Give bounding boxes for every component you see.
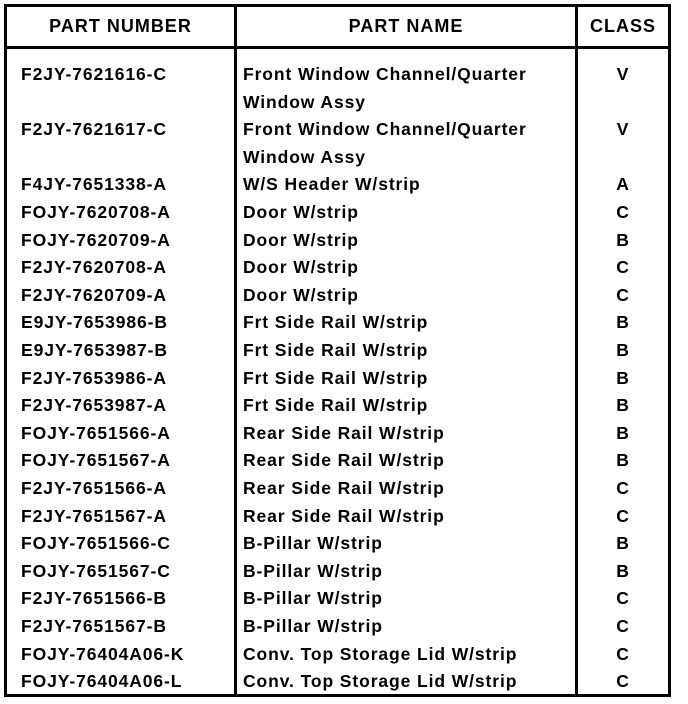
table-row: [7, 227, 668, 255]
table-row: [7, 392, 668, 420]
part-number-cell: E9JY-7653987-B: [21, 340, 168, 360]
class-cell: C: [616, 257, 630, 278]
part-number-cell: E9JY-7653986-B: [21, 312, 168, 333]
class-cell: B: [616, 340, 630, 360]
header-part-name: PART NAME: [348, 16, 464, 36]
table-row: [7, 641, 668, 669]
class-cell: B: [616, 312, 630, 333]
class-cell: B: [616, 422, 630, 443]
part-name-cell: Frt Side Rail W/strip: [243, 312, 429, 333]
part-number-cell: F2JY-7620709-A: [21, 284, 167, 305]
part-name-cell: Door W/strip: [243, 284, 359, 305]
part-number-cell: F2JY-7621617-C: [21, 119, 167, 140]
table-row: [7, 309, 668, 337]
class-cell: C: [616, 616, 630, 636]
table-row: [7, 254, 668, 282]
class-cell: C: [616, 588, 630, 609]
part-number-cell: FOJY-76404A06-K: [21, 643, 185, 664]
part-number-cell: FOJY-76404A06-L: [21, 671, 183, 692]
part-name-cell: Front Window Channel/Quarter Window Assy: [243, 64, 527, 112]
class-cell: C: [616, 202, 630, 222]
part-name-cell: B-Pillar W/strip: [243, 533, 383, 554]
part-name-cell: Rear Side Rail W/strip: [243, 505, 445, 526]
part-name-cell: Frt Side Rail W/strip: [243, 340, 429, 360]
class-cell: V: [616, 119, 630, 140]
part-name-cell: Frt Side Rail W/strip: [243, 395, 429, 416]
part-name-cell: Rear Side Rail W/strip: [243, 422, 445, 443]
part-number-cell: FOJY-7651567-C: [21, 560, 171, 581]
class-cell: V: [616, 64, 630, 84]
table-row: [7, 503, 668, 531]
class-cell: B: [616, 229, 630, 250]
table-row: [7, 585, 668, 613]
part-name-cell: B-Pillar W/strip: [243, 588, 383, 609]
class-cell: C: [616, 643, 630, 664]
class-cell: C: [616, 284, 630, 305]
part-name-cell: Door W/strip: [243, 202, 359, 222]
table-row: [7, 420, 668, 448]
part-number-cell: FOJY-7651566-C: [21, 533, 171, 554]
class-cell: B: [616, 367, 630, 388]
part-name-cell: W/S Header W/strip: [243, 174, 421, 195]
part-name-cell: B-Pillar W/strip: [243, 616, 383, 636]
header-class: CLASS: [589, 16, 656, 36]
class-cell: B: [616, 533, 630, 554]
part-name-cell: Door W/strip: [243, 257, 359, 278]
class-cell: C: [616, 505, 630, 526]
part-name-cell: Conv. Top Storage Lid W/strip: [243, 643, 518, 664]
class-cell: C: [616, 478, 630, 498]
part-number-cell: F2JY-7651566-A: [21, 478, 167, 498]
part-name-cell: B-Pillar W/strip: [243, 560, 383, 581]
class-cell: B: [616, 395, 630, 416]
parts-table: [4, 4, 671, 697]
table-row: [7, 199, 668, 227]
table-row: [7, 365, 668, 393]
class-cell: B: [616, 560, 630, 581]
table-row: [7, 668, 668, 696]
class-cell: B: [616, 450, 630, 471]
class-cell: C: [616, 671, 630, 692]
part-name-cell: Rear Side Rail W/strip: [243, 450, 445, 471]
part-number-cell: F2JY-7651567-A: [21, 505, 167, 526]
table-row: [7, 613, 668, 641]
table-row: [7, 337, 668, 365]
table-row: [7, 171, 668, 199]
part-number-cell: FOJY-7651567-A: [21, 450, 171, 471]
class-cell: A: [616, 174, 630, 195]
part-number-cell: F2JY-7651567-B: [21, 616, 167, 636]
part-number-cell: F2JY-7653987-A: [21, 395, 167, 416]
table-row: [7, 116, 668, 171]
table-row: [7, 475, 668, 503]
table-row: [7, 447, 668, 475]
header-divider: [7, 46, 668, 49]
table-row: [7, 558, 668, 586]
part-number-cell: FOJY-7620709-A: [21, 229, 171, 250]
part-number-cell: F2JY-7653986-A: [21, 367, 167, 388]
part-name-cell: Rear Side Rail W/strip: [243, 478, 445, 498]
part-name-cell: Door W/strip: [243, 229, 359, 250]
table-row: [7, 61, 668, 116]
header-part-number: PART NUMBER: [49, 16, 192, 36]
part-number-cell: F2JY-7620708-A: [21, 257, 167, 278]
table-row: [7, 530, 668, 558]
table-row: [7, 282, 668, 310]
part-number-cell: F2JY-7651566-B: [21, 588, 167, 609]
part-name-cell: Frt Side Rail W/strip: [243, 367, 429, 388]
part-name-cell: Front Window Channel/Quarter Window Assy: [243, 119, 527, 167]
part-number-cell: F4JY-7651338-A: [21, 174, 167, 195]
part-number-cell: F2JY-7621616-C: [21, 64, 167, 84]
part-name-cell: Conv. Top Storage Lid W/strip: [243, 671, 518, 692]
part-number-cell: FOJY-7620708-A: [21, 202, 171, 222]
part-number-cell: FOJY-7651566-A: [21, 422, 171, 443]
